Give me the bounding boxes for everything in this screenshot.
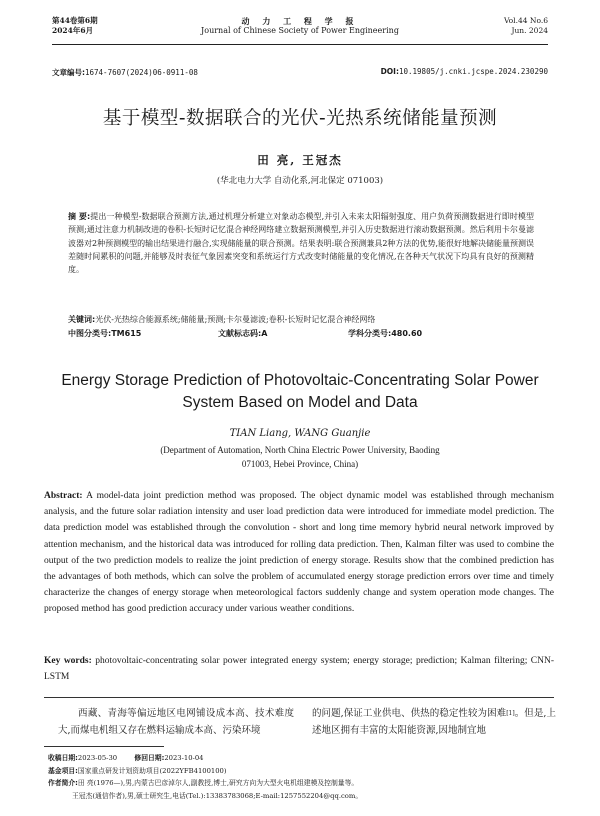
keywords-cn [68,313,534,326]
revised-label: 修回日期: [134,754,165,762]
keywords-en [44,653,554,685]
author-bio-label: 作者简介: [48,779,78,788]
footnote-fund [48,765,554,778]
date-en: Jun. 2024 [511,26,548,35]
doi-value: 10.19805/j.cnki.jcspe.2024.230290 [398,67,548,76]
footnotes [48,752,554,802]
journal-name [52,16,548,36]
doc-code [218,327,348,340]
journal-header [52,16,548,46]
clc-label: 中图分类号: [68,329,112,338]
subject-code [348,327,422,340]
journal-name-cn: 动 力 工 程 学 报 [241,16,359,26]
abstract-cn-label: 摘 要: [68,212,91,221]
doi [381,67,548,76]
received-date: 2023-05-30 [77,754,118,762]
footnote-divider [44,746,164,747]
fund-text: 国家重点研发计划资助项目(2022YFB4100100) [77,766,227,775]
body-text [58,705,556,739]
clc-value: TM615 [111,329,142,338]
date-cn: 2024年6月 [52,26,94,35]
authors-cn: 田 亮, 王冠杰 [257,153,343,167]
doi-label: DOI: [380,67,399,76]
article-number-label: 文章编号: [52,68,85,77]
body-right-text-2: 。但是,上述地区拥有丰富的太阳能资源,因地制宜地 [312,708,556,736]
keywords-en-text: photovoltaic-concentrating solar power integrated energy system; energy storage; prediction; Kalman filtering; CNN-LSTM [44,656,555,683]
body-right-text-1: 的问题,保证工业供电、供热的稳定性较为困难 [312,708,507,719]
abstract-cn-text: 提出一种模型-数据联合预测方法,通过机理分析建立对象动态模型,并引入未来太阳辐射强度、用户负荷预测数据进行即时模型预测;通过注意力机制改进的卷积-长短时记忆混合神经网络建立数据预测模型,并引入历史数据进行滚动数据预测。然后利用卡尔曼滤波器对2种预测模型的输出结果进行融合,实现储能量的联合预测。结果表明:联合预测兼具2种方法的优势,能很好地解决储能量预测误差随时间累积的问题,并能够及时表征气象因素突变和系统运行方式改变时储能量的变化情况,在各种天气状况下均具有良好的预测精度。 [68,212,534,275]
body-column-right [312,705,556,739]
issue-cn: 第44卷第6期 [52,16,98,25]
keywords-cn-label: 关键词: [68,315,96,324]
header-divider [52,44,548,45]
authors-en: TIAN Liang, WANG Guanjie [229,428,371,439]
abstract-en-label: Abstract: [44,491,83,501]
footnote-dates [48,752,554,765]
body-column-left: 西藏、青海等偏远地区电网铺设成本高、技术难度大,而煤电机组又存在燃料运输成本高、污染环境 [58,708,294,736]
author-bio-2: 王冠杰(通信作者),男,硕士研究生,电话(Tel.):13383783068;E-mail:1257552204@qq.com。 [72,791,363,800]
section-divider [44,697,554,698]
abstract-en-text: A model-data joint prediction method was proposed. The object dynamic model was established through mechanism analysis, and the future solar radiation intensity and user load prediction data were introduced for immediate model prediction. The data prediction model was established through the convolution - short and long time memory hybrid neural network improved by attention mechanism, and the historical data was introduced for rolling data prediction. Then, Kalman filter was used to combine the output of the two prediction models to realize the joint prediction of energy storage. Results show that the combined prediction has the advantages of both methods, which can solve the problem of accumulated energy storage prediction errors over time and timely characterize the changes of energy storage when meteorological factors suddenly change and system operation mode changes. The proposed method has good prediction accuracy under various weather conditions. [44,491,554,615]
keywords-en-label: Key words: [44,656,92,666]
author-bio-1: 田 亮(1976—),男,内蒙古巴彦淖尔人,副教授,博士,研究方向为大型火电机组建模及控制量等。 [77,779,359,788]
clc-code [68,327,218,340]
abstract-en [44,488,554,618]
article-number [52,67,198,78]
page-title: 基于模型-数据联合的光伏-光热系统储能量预测 [102,108,498,129]
received-label: 收稿日期: [48,754,78,762]
article-number-value: 1674-7607(2024)06-0911-08 [85,68,198,77]
volume-en: Vol.44 No.6 [503,16,548,25]
subject-code-value: 480.60 [391,329,423,338]
affiliation-en: (Department of Automation, North China Electric Power University, Baoding 071003, Hebei Province, China) [160,445,440,469]
journal-name-en: Journal of Chinese Society of Power Engineering [201,26,399,35]
keywords-cn-text: 光伏-光热综合能源系统;储能量;预测;卡尔曼滤波;卷积-长短时记忆混合神经网络 [95,315,376,324]
issue-info-en [504,16,548,36]
revised-date: 2023-10-04 [164,754,204,762]
english-title: Energy Storage Prediction of Photovoltaic-Concentrating Solar Power System Based on Model and Data [61,372,539,411]
reference-marker[interactable]: [1] [506,710,515,717]
subject-code-label: 学科分类号: [348,329,392,338]
fund-label: 基金项目: [48,766,78,775]
classification-line [68,327,534,340]
footnote-author-1 [48,777,554,790]
abstract-cn [68,210,534,276]
affiliation-cn: (华北电力大学 自动化系,河北保定 071003) [216,176,384,186]
doc-code-value: A [261,329,268,338]
doc-code-label: 文献标志码: [218,329,262,338]
